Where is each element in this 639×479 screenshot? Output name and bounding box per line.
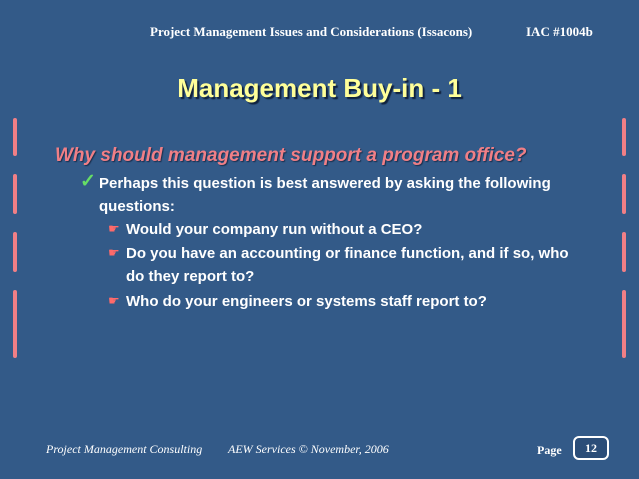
right-decoration-bar: [622, 174, 626, 214]
left-decoration-bar: [13, 232, 17, 272]
sub-point: Would your company run without a CEO?: [126, 221, 423, 238]
left-decoration-bar: [13, 118, 17, 156]
left-decoration-bar: [13, 174, 17, 214]
question-heading: Why should management support a program office?: [55, 145, 527, 166]
sub-point: Who do your engineers or systems staff report to?: [126, 293, 487, 310]
bullet-point: Perhaps this question is best answered by asking the following questions:: [99, 175, 551, 215]
pointing-hand-icon: ☛: [108, 221, 120, 236]
pointing-hand-icon: ☛: [108, 293, 120, 308]
right-decoration-bar: [622, 290, 626, 358]
sub-point: Do you have an accounting or finance function, and if so, who do they report to?: [126, 245, 569, 285]
checkmark-icon: ✓: [80, 171, 96, 192]
page-label: Page: [537, 443, 562, 457]
footer-company: Project Management Consulting: [46, 442, 203, 456]
pointing-hand-icon: ☛: [108, 245, 120, 260]
right-decoration-bar: [622, 118, 626, 156]
left-decoration-bar: [13, 290, 17, 358]
header-code: IAC #1004b: [526, 24, 593, 39]
header-title: Project Management Issues and Considerations (Issacons): [150, 24, 473, 39]
footer-copyright: AEW Services © November, 2006: [228, 442, 389, 456]
slide-title: Management Buy-in - 1: [177, 73, 462, 103]
right-decoration-bar: [622, 232, 626, 272]
page-number: 12: [573, 436, 609, 460]
